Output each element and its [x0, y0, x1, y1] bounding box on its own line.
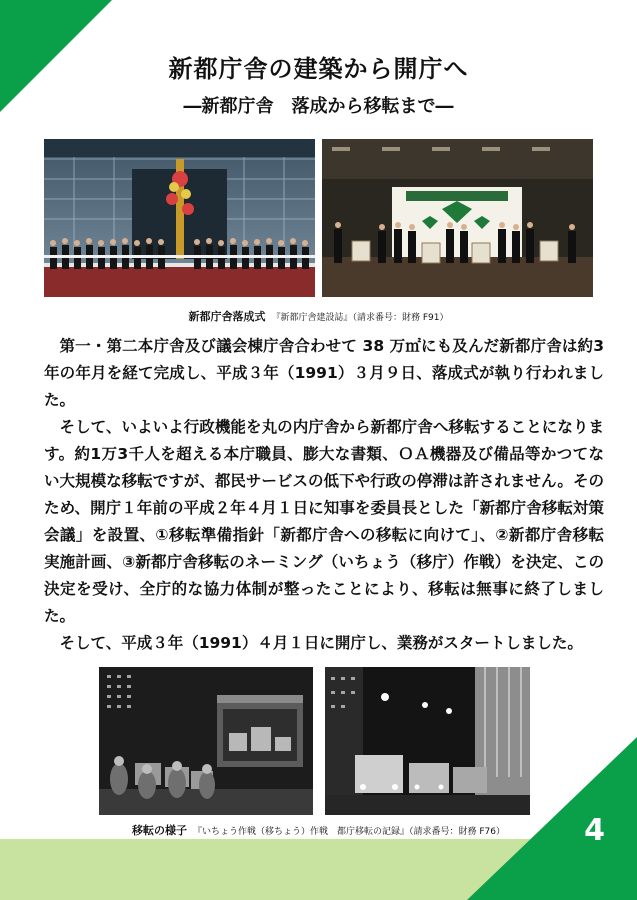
page-title: 新都庁舎の建築から開庁へ — [168, 55, 469, 83]
bottom-caption-title: 移転の様子 — [132, 824, 187, 837]
bottom-photos-caption — [0, 822, 637, 838]
top-photos-caption — [0, 308, 637, 324]
body-paragraph-3: そして、平成３年（1991）４月１日に開庁し、業務がスタートしました。 — [59, 634, 583, 652]
relocation-photo-right — [325, 667, 530, 815]
relocation-photo-left — [99, 667, 313, 815]
top-caption-title: 新都庁舎落成式 — [188, 310, 266, 323]
body-text — [44, 333, 604, 657]
body-paragraph-2: そして、いよいよ行政機能を丸の内庁舎から新都庁舎へ移転することになります。約1万3千人を超える本庁職員、膨大な書類、ＯＡ機器及び備品等かつてない大規模な移転ですが、都民サービスの低下や行政の停滞は許されません。そのため、開庁１年前の平成２年４月１日に知事を委員長とした「新都庁舎移転対策会議」を設置、①移転準備指針「新都庁舎への移転に向けて」、②新都庁舎移転実施計画、③新都庁舎移転のネーミング（いちょう（移庁）作戦）を決定、この決定を受け、全庁的な協力体制が整ったことにより、移転は無事に終了しました。 — [44, 418, 604, 625]
body-paragraph-1: 第一・第二本庁舎及び議会棟庁舎合わせて 38 万㎡にも及んだ新都庁舎は約3年の年月を経て完成し、平成３年（1991）３月９日、落成式が執り行われました。 — [44, 337, 604, 409]
ceremony-photo — [44, 139, 315, 297]
bottom-caption-source: 『いちょう作戦（移ちょう）作戦 都庁移転の記録』（請求番号：財務 F76） — [193, 827, 505, 837]
reception-photo — [322, 139, 593, 297]
page-subtitle: ―新都庁舎 落成から移転まで― — [183, 96, 454, 117]
page-number: 4 — [584, 813, 605, 848]
top-caption-source: 『新都庁舎建設誌』（請求番号：財務 F91） — [271, 313, 449, 323]
